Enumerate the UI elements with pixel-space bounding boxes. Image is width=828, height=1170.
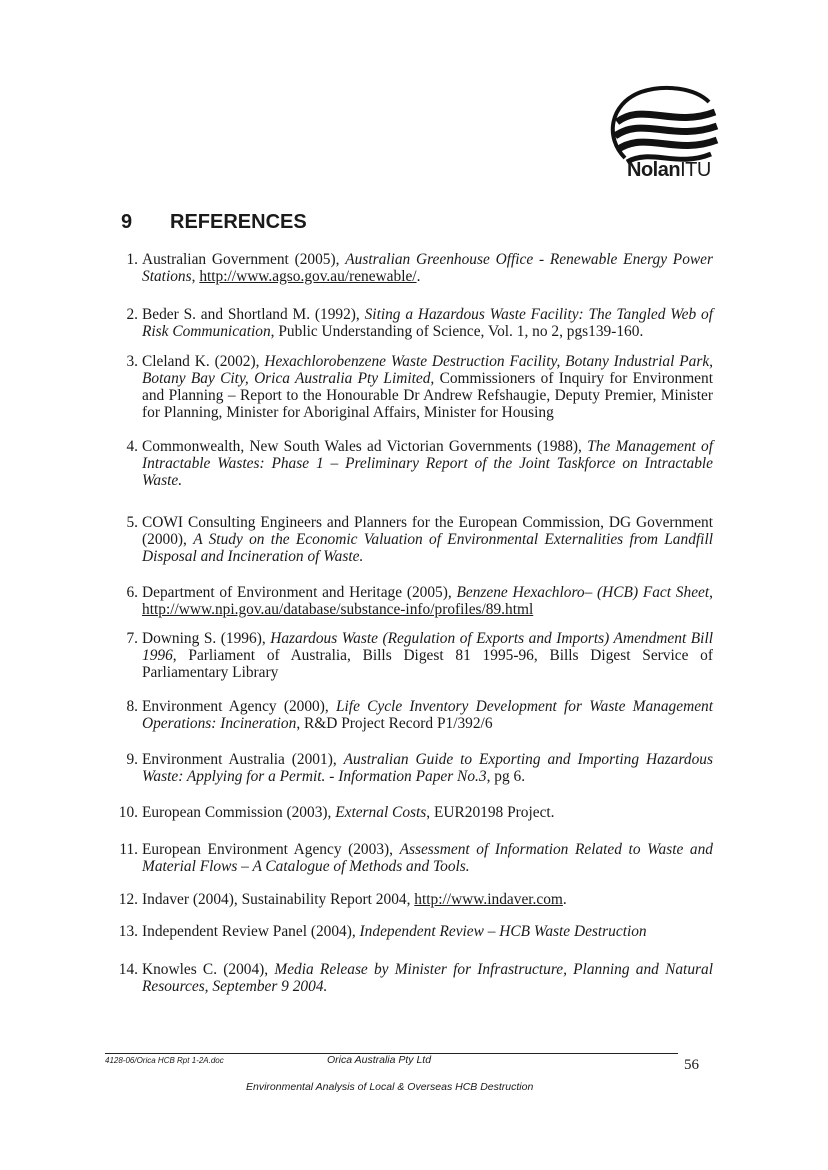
reference-item xyxy=(110,306,713,340)
reference-segment: Environment Agency (2000), xyxy=(142,698,336,715)
reference-title: A Study on the Economic Valuation of Environmental Externalities from Landfill Disposal and Incineration of Waste. xyxy=(142,531,713,565)
reference-segment: European Environment Agency (2003), xyxy=(142,841,400,858)
reference-text xyxy=(142,698,713,732)
reference-segment: Environment Australia (2001), xyxy=(142,751,344,768)
reference-text xyxy=(142,751,713,785)
reference-title: The Management of Intractable Wastes: Phase 1 – Preliminary Report of the Joint Taskforce on Intractable Waste. xyxy=(142,438,713,489)
reference-url-link[interactable]: http://www.agso.gov.au/renewable/ xyxy=(199,268,417,285)
reference-number: 14. xyxy=(118,961,138,978)
reference-item xyxy=(110,438,713,489)
reference-text xyxy=(142,923,713,940)
reference-text xyxy=(142,630,713,681)
reference-segment: Commonwealth, New South Wales ad Victorian Governments (1988), xyxy=(142,438,588,455)
reference-item xyxy=(110,584,713,618)
reference-segment: Commissioners of Inquiry for Environment and Planning – Report to the Honourable Dr Andrew Refshaugie, Deputy Premier, Minister for Planning, Minister for Aboriginal Affairs, Minister for Housing xyxy=(142,370,713,421)
reference-item xyxy=(110,251,713,285)
reference-segment: , pg 6. xyxy=(486,768,526,785)
reference-title: Hexachlorobenzene Waste Destruction Facility, Botany Industrial Park, Botany Bay City, Orica Australia Pty Limited, xyxy=(142,353,713,387)
reference-number: 12. xyxy=(118,891,138,908)
reference-segment: , xyxy=(191,268,200,285)
reference-item xyxy=(110,804,713,821)
logo-wordmark xyxy=(627,159,711,182)
reference-title: External Costs xyxy=(335,804,427,821)
page-number: 56 xyxy=(684,1057,699,1073)
reference-item xyxy=(110,353,713,421)
reference-segment: , Parliament of Australia, Bills Digest 81 1995-96, Bills Digest Service of Parliamentary Library xyxy=(142,647,713,681)
reference-url-link[interactable]: http://www.indaver.com xyxy=(414,891,563,908)
reference-number: 9. xyxy=(126,751,138,768)
logo-wordmark-bold: Nolan xyxy=(627,159,681,181)
reference-number: 11. xyxy=(119,841,138,858)
reference-segment: . xyxy=(562,891,567,908)
reference-segment: Independent Review Panel (2004), xyxy=(142,923,360,940)
reference-text xyxy=(142,353,713,421)
reference-segment: European Commission (2003), xyxy=(142,804,336,821)
footer-document-title: Environmental Analysis of Local & Overseas HCB Destruction xyxy=(246,1081,534,1093)
reference-item xyxy=(110,698,713,732)
reference-item xyxy=(110,751,713,785)
reference-segment: , R&D Project Record P1/392/6 xyxy=(296,715,493,732)
logo-wordmark-light: ITU xyxy=(680,159,711,181)
reference-title: Benzene Hexachloro– (HCB) Fact Sheet xyxy=(456,584,710,601)
reference-title: Life Cycle Inventory Development for Waste Management Operations: Incineration xyxy=(142,698,713,732)
reference-title: Australian Greenhouse Office - Renewable Energy Power Stations xyxy=(142,251,713,285)
reference-url-link[interactable]: http://www.npi.gov.au/database/substance-info/profiles/89.html xyxy=(142,601,534,618)
footer-company: Orica Australia Pty Ltd xyxy=(327,1054,432,1066)
footer-filename: 4128-06/Orica HCB Rpt 1-2A.doc xyxy=(105,1056,224,1065)
reference-number: 5. xyxy=(126,514,138,531)
reference-text xyxy=(142,584,713,618)
reference-segment: , Public Understanding of Science, Vol. 1, no 2, pgs139-160. xyxy=(270,323,644,340)
reference-item xyxy=(110,514,713,565)
reference-text xyxy=(142,514,713,565)
reference-item xyxy=(110,630,713,681)
section-number: 9 xyxy=(121,211,133,233)
reference-segment: . xyxy=(416,268,421,285)
reference-segment: , xyxy=(709,584,713,601)
reference-number: 8. xyxy=(126,698,138,715)
reference-title: Siting a Hazardous Waste Facility: The Tangled Web of Risk Communication xyxy=(142,306,713,340)
reference-segment: Australian Government (2005), xyxy=(142,251,346,268)
reference-text xyxy=(142,438,713,489)
reference-item xyxy=(110,891,713,908)
reference-number: 1. xyxy=(126,251,138,268)
reference-segment: Department of Environment and Heritage (2005), xyxy=(142,584,457,601)
reference-number: 7. xyxy=(126,630,138,647)
reference-text xyxy=(142,306,713,340)
reference-text xyxy=(142,891,713,908)
reference-item xyxy=(110,961,713,995)
reference-number: 6. xyxy=(126,584,138,601)
reference-title: Hazardous Waste (Regulation of Exports and Imports) Amendment Bill 1996 xyxy=(142,630,713,664)
reference-title: Independent Review – HCB Waste Destruction xyxy=(359,923,647,940)
reference-segment: Downing S. (1996), xyxy=(142,630,271,647)
reference-number: 4. xyxy=(126,438,138,455)
section-title: REFERENCES xyxy=(170,211,307,233)
reference-title: Australian Guide to Exporting and Importing Hazardous Waste: Applying for a Permit. - Information Paper No.3 xyxy=(142,751,713,785)
reference-title: Media Release by Minister for Infrastructure, Planning and Natural Resources, September 9 2004. xyxy=(142,961,713,995)
reference-segment: , EUR20198 Project. xyxy=(426,804,555,821)
reference-title: Assessment of Information Related to Waste and Material Flows – A Catalogue of Methods and Tools. xyxy=(142,841,713,875)
reference-text xyxy=(142,804,713,821)
reference-segment: Cleland K. (2002), xyxy=(142,353,265,370)
reference-text xyxy=(142,251,713,285)
reference-item xyxy=(110,923,713,940)
reference-segment: Indaver (2004), Sustainability Report 2004, xyxy=(142,891,415,908)
reference-number: 13. xyxy=(118,923,138,940)
reference-segment: Knowles C. (2004), xyxy=(142,961,275,978)
reference-text xyxy=(142,841,713,875)
reference-item xyxy=(110,841,713,875)
reference-number: 10. xyxy=(118,804,138,821)
reference-number: 2. xyxy=(126,306,138,323)
reference-number: 3. xyxy=(126,353,138,370)
reference-text xyxy=(142,961,713,995)
reference-segment: COWI Consulting Engineers and Planners for the European Commission, DG Government (2000), xyxy=(142,514,713,548)
reference-segment: Beder S. and Shortland M. (1992), xyxy=(142,306,365,323)
